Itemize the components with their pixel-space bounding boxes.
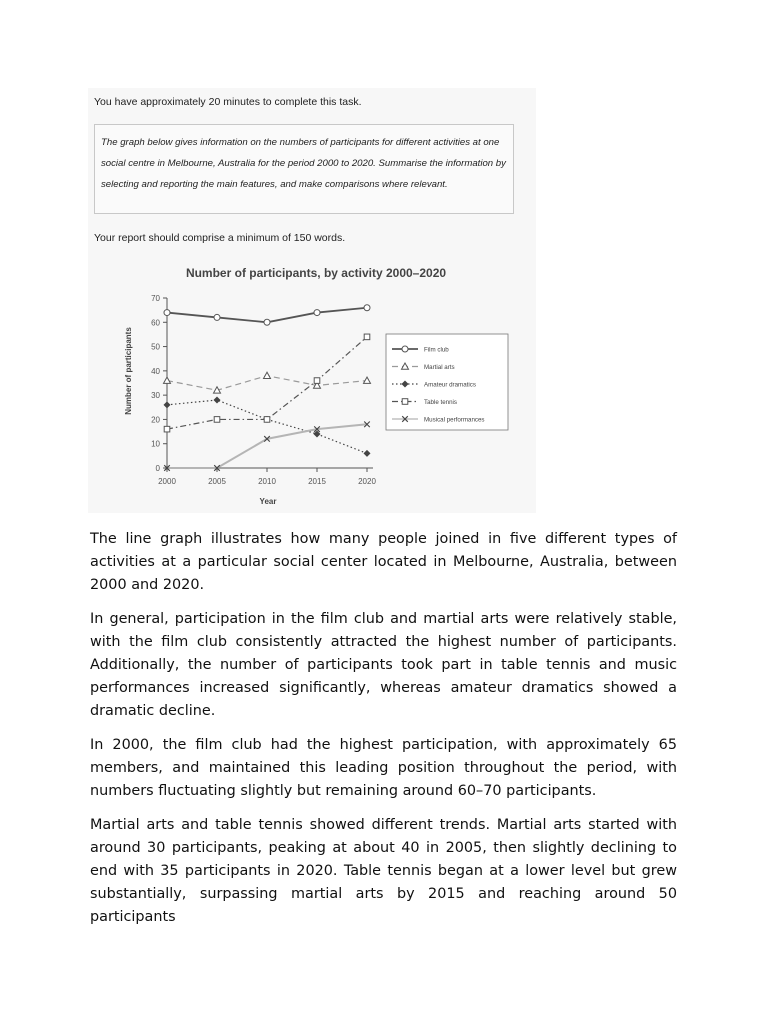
x-tick-label: 2020	[358, 477, 376, 486]
essay	[90, 528, 677, 940]
y-tick-label: 50	[151, 342, 160, 352]
legend-label: Film club	[424, 346, 449, 354]
data-point-martial-arts	[164, 377, 171, 383]
y-tick-label: 10	[151, 439, 160, 449]
chart-title: Number of participants, by activity 2000–2020	[185, 266, 447, 280]
task-image	[88, 88, 536, 513]
data-point-martial-arts	[264, 372, 271, 378]
essay-paragraph-2: In general, participation in the film club and martial arts were relatively stable, with the film club consistently attracted the highest number of participants. Additionally, the number of participants took part in table tennis and music performances increased significantly, whereas amateur dramatics showed a dramatic decline.	[90, 611, 677, 719]
legend-marker	[402, 346, 408, 352]
essay-paragraph-3: In 2000, the film club had the highest participation, with approximately 65 members, and maintained this leading position throughout the period, with numbers fluctuating slightly but remaining around 60–70 participants.	[90, 737, 677, 799]
data-point-amateur-dramatics	[314, 431, 320, 437]
legend-marker	[402, 399, 408, 405]
task-intro: You have approximately 20 minutes to complete this task.	[94, 96, 362, 108]
x-tick-label: 2005	[208, 477, 226, 486]
data-point-film-club	[214, 314, 220, 320]
y-axis-label: Number of participants	[124, 327, 133, 415]
data-point-table-tennis	[214, 417, 220, 423]
line-chart	[88, 88, 536, 513]
data-point-film-club	[314, 310, 320, 316]
data-point-film-club	[364, 305, 370, 311]
data-point-amateur-dramatics	[164, 402, 170, 408]
x-tick-label: 2000	[158, 477, 176, 486]
y-tick-label: 20	[151, 415, 160, 425]
min-words-note: Your report should comprise a minimum of 150 words.	[94, 232, 346, 244]
data-point-table-tennis	[264, 417, 270, 423]
x-axis-label: Year	[259, 497, 277, 506]
y-tick-label: 40	[151, 366, 160, 376]
data-point-amateur-dramatics	[364, 451, 370, 457]
data-point-amateur-dramatics	[214, 397, 220, 403]
series-film-club	[164, 305, 370, 326]
data-point-table-tennis	[314, 378, 320, 384]
legend-label: Table tennis	[424, 399, 458, 406]
y-tick-label: 0	[155, 464, 160, 473]
data-point-film-club	[264, 319, 270, 325]
series-line-musical-performances	[167, 424, 367, 468]
legend-label: Martial arts	[424, 364, 455, 371]
y-tick-label: 60	[151, 318, 160, 328]
x-tick-label: 2015	[308, 477, 326, 486]
task-prompt: The graph below gives information on the numbers of participants for different activities at one social centre in Melbourne, Australia for the period 2000 to 2020. Summarise the information by selecting and reporting the main features, and make comparisons where relevant.	[101, 137, 506, 190]
series-martial-arts	[164, 372, 371, 393]
essay-paragraph-1: The line graph illustrates how many people joined in five different types of activities at a particular social center located in Melbourne, Australia, between 2000 and 2020.	[90, 531, 677, 593]
data-point-table-tennis	[164, 426, 170, 432]
data-point-table-tennis	[364, 334, 370, 340]
series-musical-performances	[164, 421, 370, 470]
x-tick-label: 2010	[258, 477, 276, 486]
legend-label: Amateur dramatics	[424, 381, 476, 389]
y-tick-label: 30	[151, 391, 160, 401]
series-table-tennis	[164, 334, 370, 432]
legend-label: Musical performances	[424, 416, 485, 424]
essay-paragraph-4: Martial arts and table tennis showed different trends. Martial arts started with around 30 participants, peaking at about 40 in 2005, then slightly declining to end with 35 participants in 2020. Table tennis began at a lower level but grew substantially, surpassing martial arts by 2015 and reaching around 50 participants	[90, 817, 677, 925]
y-tick-label: 70	[151, 294, 160, 303]
data-point-film-club	[164, 310, 170, 316]
